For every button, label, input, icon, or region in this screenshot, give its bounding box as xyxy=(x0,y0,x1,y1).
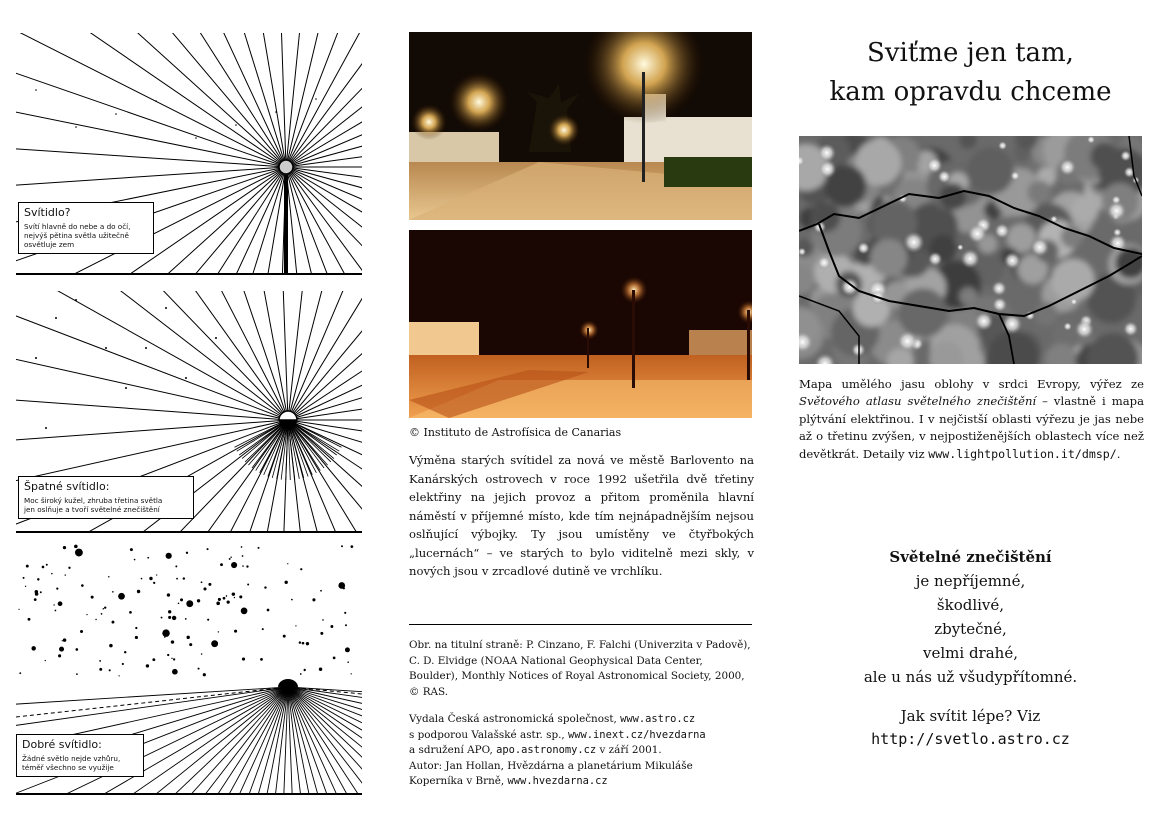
photo-old-lamps xyxy=(409,32,752,220)
light-pollution-summary: Světelné znečištění je nepříjemné, škodlivé, zbytečné, velmi drahé, ale u nás už všudypřítomné. xyxy=(863,548,1078,686)
label-title: Špatné svítidlo: xyxy=(24,480,110,493)
label-desc: Moc široký kužel, zhruba třetina světla jen oslňuje a tvoří světelné znečištění xyxy=(24,495,163,514)
label-desc: Svítí hlavně do nebe a do očí, nejvýš pětina světla užitečně osvětluje zem xyxy=(24,221,131,249)
label-box-3 xyxy=(16,734,144,777)
panel-bad-lamp xyxy=(16,30,362,278)
credits-publisher: Vydala Česká astronomická společnost, www.astro.cz s podporou Valašské astr. sp., www.inext.cz/hvezdarna a sdružení APO, apo.astronomy.cz v září 2001. Autor: Jan Hollan, Hvězdárna a planetárium Mikuláše Koperníka v Brně, www.hvezdarna.cz xyxy=(409,713,706,788)
panel-good-lamp xyxy=(16,542,362,798)
panel-wide-cone-lamp xyxy=(16,288,362,536)
light-pollution-map xyxy=(799,136,1142,364)
main-text: Výměna starých svítidel za nová ve městě Barlovento na Kanárských ostrovech v roce 1992 ušetřila dvě třetiny elektřiny na jejich provoz a přitom proměnila hlavní náměstí v příjemné místo, kde tím nejnápadnějším nejsou oslňující výbojky. Ty jsou umístěny ve čtyřbokých „lucernách“ – ve starých to bylo viditelně mezi skly, v nových jsou v zrcadlové dutině ve vrchlíku. xyxy=(409,453,754,579)
apo-link[interactable]: apo.astronomy.cz xyxy=(496,744,597,757)
divider xyxy=(409,624,752,625)
label-desc: Žádné světlo nejde vzhůru, téměř všechno se využije xyxy=(22,753,121,772)
photo-new-lamps xyxy=(409,230,752,418)
lightpollution-link[interactable]: www.lightpollution.it/dmsp/ xyxy=(928,446,1117,461)
hvezdarna-link[interactable]: www.hvezdarna.cz xyxy=(507,775,608,788)
night-square-photo-1 xyxy=(409,32,752,220)
photo-caption: © Instituto de Astrofísica de Canarias xyxy=(409,426,622,439)
svetlo-link[interactable]: http://svetlo.astro.cz xyxy=(871,730,1070,749)
astro-link[interactable]: www.astro.cz xyxy=(620,713,696,725)
how-to-light: Jak svítit lépe? Viz http://svetlo.astro.cz xyxy=(871,707,1070,749)
label-box-2 xyxy=(18,476,194,519)
label-title: Dobré svítidlo: xyxy=(22,738,102,751)
label-title: Svítidlo? xyxy=(24,206,71,219)
label-box-1 xyxy=(18,202,154,254)
credits-images: Obr. na titulní straně: P. Cinzano, F. Falchi (Univerzita v Padově), C. D. Elvidge (NOAA National Geophysical Data Center, Boulder), Monthly Notices of Royal Astronomical Society, 2000, © RAS. xyxy=(409,639,751,698)
inext-link[interactable]: www.inext.cz/hvezdarna xyxy=(568,728,706,741)
night-square-photo-2 xyxy=(409,230,752,418)
sky-brightness-map xyxy=(799,136,1142,364)
summary-heading: Světelné znečištění xyxy=(889,548,1052,566)
page-title: Sviťme jen tam, kam opravdu chceme xyxy=(829,38,1112,107)
map-description: Mapa umělého jasu oblohy v srdci Evropy, výřez ze Světového atlasu světelného znečištění – vlastně i mapa plýtvání elektřinou. I v nejčistší oblasti výřezu je jas nebe až o třetinu zvýšen, v nejpostiženějších oblastech více než devětkrát. Detaily viz www.lightpollution.it/dmsp/. xyxy=(799,377,1144,461)
